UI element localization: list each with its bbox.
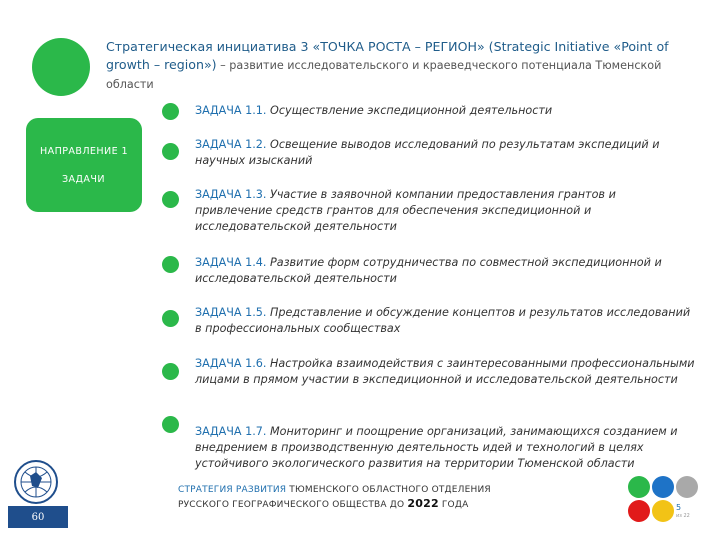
blue-dot-icon	[652, 476, 674, 498]
rgs-emblem-icon	[6, 458, 70, 534]
footer-line1: ТЮМЕНСКОГО ОБЛАСТНОГО ОТДЕЛЕНИЯ	[286, 485, 491, 495]
page-number	[676, 503, 700, 521]
footer-text	[178, 484, 518, 512]
footer-line2: РУССКОГО ГЕОГРАФИЧЕСКОГО ОБЩЕСТВА ДО	[178, 500, 408, 510]
task-bullet-icon	[162, 143, 179, 160]
task-text: Представление и обсуждение концептов и результатов исследований в профессиональных сообществах	[195, 306, 691, 335]
footer-line2-end: ГОДА	[438, 500, 469, 510]
title-main: Стратегическая инициатива 3 «ТОЧКА РОСТА – РЕГИОН» (Strategic Initiative «Point of growth – region»)	[106, 39, 669, 72]
direction-label: НАПРАВЛЕНИЕ 1	[40, 146, 129, 157]
title-sub: – развитие исследовательского и краеведческого потенциала Тюменской области	[106, 59, 662, 91]
task-1-1	[195, 103, 695, 119]
task-bullet-icon	[162, 310, 179, 327]
task-1-3	[195, 187, 695, 235]
task-1-4	[195, 255, 695, 287]
task-text: Освещение выводов исследований по результатам экспедиций и научных изысканий	[195, 138, 660, 167]
direction-box	[26, 118, 142, 212]
task-1-5	[195, 305, 695, 337]
red-dot-icon	[628, 500, 650, 522]
task-1-7	[195, 424, 695, 472]
task-bullet-icon	[162, 103, 179, 120]
task-number: ЗАДАЧА 1.3.	[195, 188, 267, 201]
task-number: ЗАДАЧА 1.1.	[195, 104, 267, 117]
svg-text:60: 60	[31, 512, 45, 523]
task-text: Настройка взаимодействия с заинтересованными профессиональными лицами в прямом участии в экспедиционной и исследовательской деятельности	[195, 357, 695, 386]
task-bullet-icon	[162, 191, 179, 208]
task-number: ЗАДАЧА 1.2.	[195, 138, 267, 151]
task-number: ЗАДАЧА 1.5.	[195, 306, 267, 319]
task-bullet-icon	[162, 363, 179, 380]
task-number: ЗАДАЧА 1.4.	[195, 256, 267, 269]
task-text: Участие в заявочной компании предоставления грантов и привлечение средств грантов для обеспечения экспедиционной и исследовательской деятельности	[195, 188, 616, 233]
gray-dot-icon	[676, 476, 698, 498]
page-number-sub: из 22	[676, 513, 690, 519]
yellow-dot-icon	[652, 500, 674, 522]
page-title	[106, 38, 698, 94]
task-text: Осуществление экспедиционной деятельности	[266, 104, 553, 117]
task-bullet-icon	[162, 416, 179, 433]
task-bullet-icon	[162, 256, 179, 273]
task-text: Развитие форм сотрудничества по совместной экспедиционной и исследовательской деятельности	[195, 256, 662, 285]
task-number: ЗАДАЧА 1.6.	[195, 357, 267, 370]
task-1-2	[195, 137, 695, 169]
green-dot-icon	[628, 476, 650, 498]
page-number-value: 5	[676, 503, 682, 512]
task-text: Мониторинг и поощрение организаций, занимающихся созданием и внедрением в производственную деятельность идей и технологий в целях устойчивого экологического развития на территории Тюменской области	[195, 425, 678, 470]
task-number: ЗАДАЧА 1.7.	[195, 425, 267, 438]
footer-highlight: СТРАТЕГИЯ РАЗВИТИЯ	[178, 485, 287, 495]
footer-year: 2022	[407, 497, 439, 510]
header-circle-icon	[32, 38, 90, 96]
task-1-6	[195, 356, 695, 388]
tasks-label: ЗАДАЧИ	[62, 174, 105, 185]
